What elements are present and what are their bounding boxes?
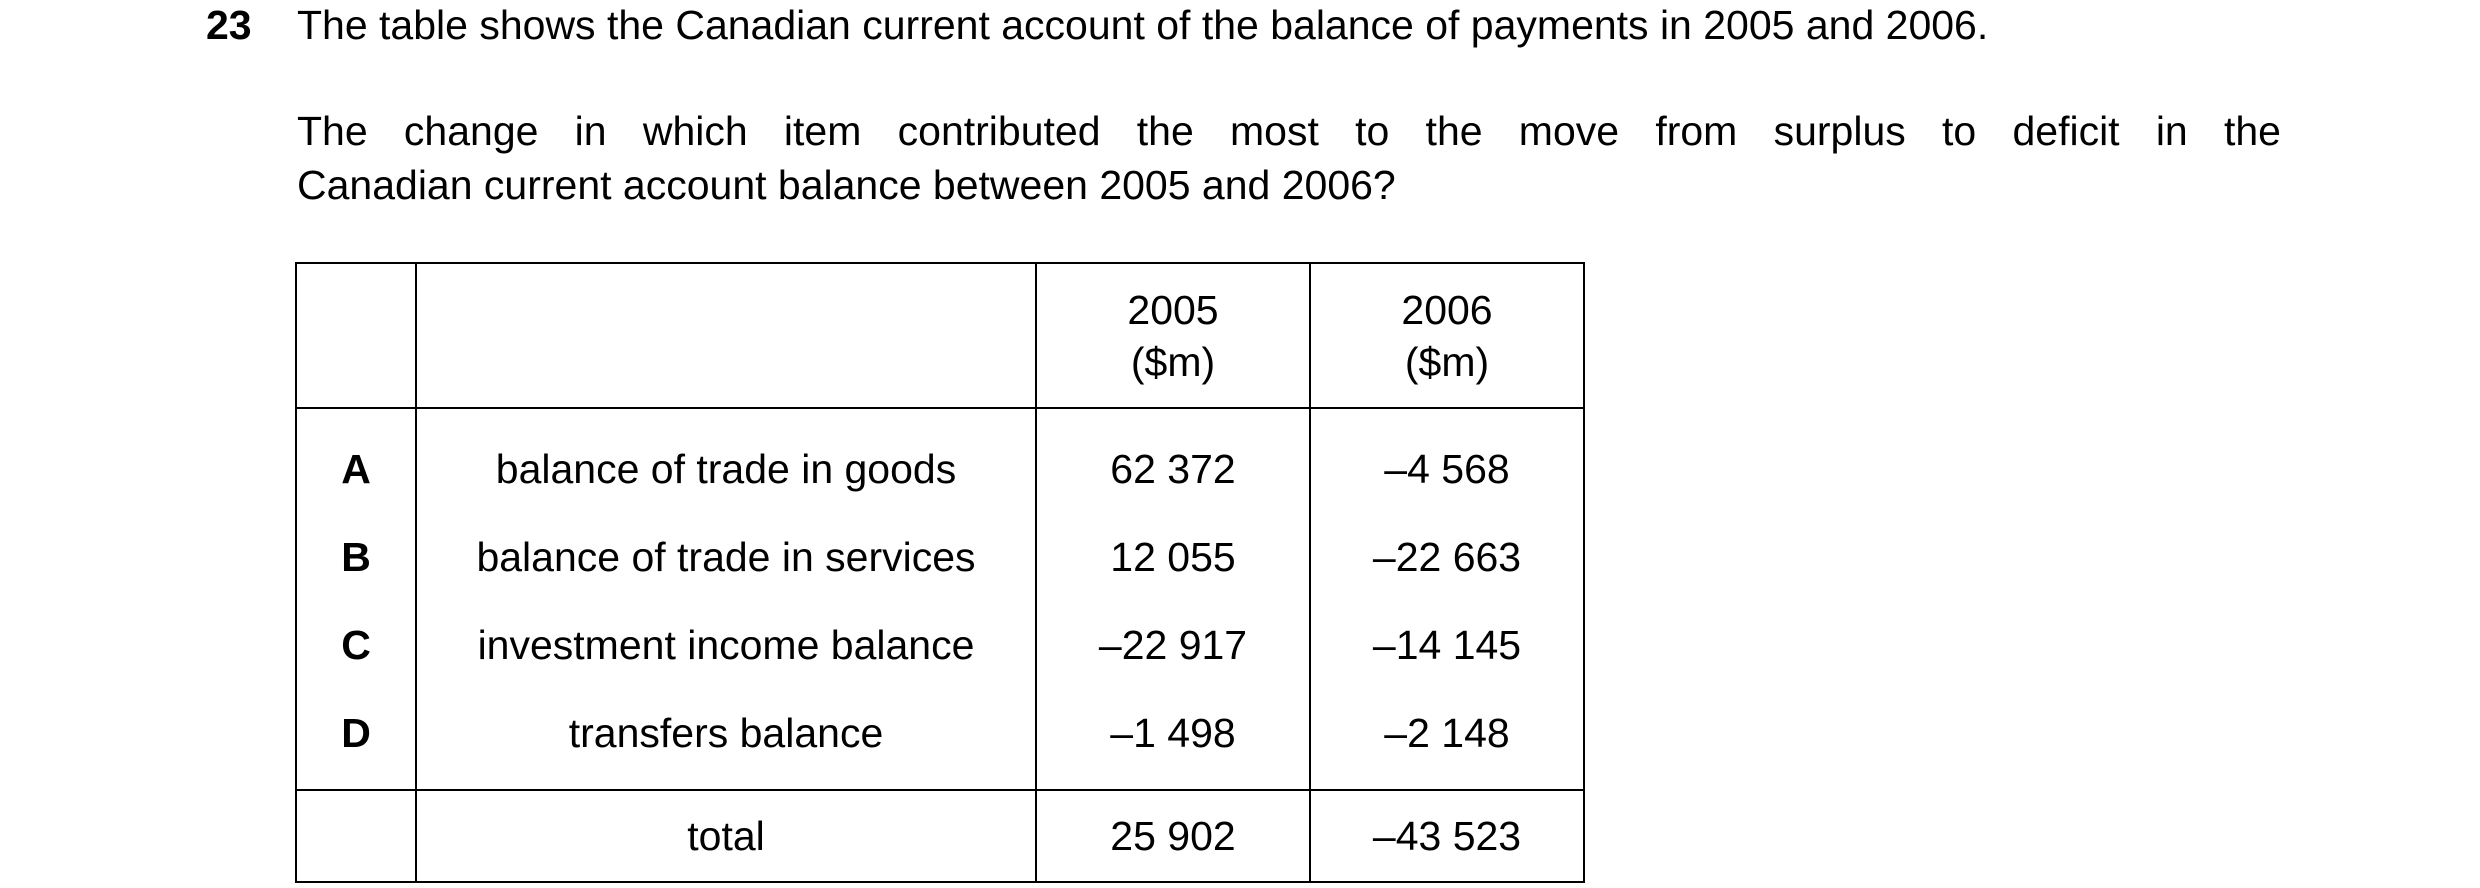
total-value-2005: 25 902 — [1036, 790, 1310, 882]
row-value-2005: 12 055 — [1036, 513, 1310, 601]
row-value-2006: –22 663 — [1310, 513, 1584, 601]
total-value-2006: –43 523 — [1310, 790, 1584, 882]
row-item: investment income balance — [416, 601, 1036, 689]
table-total-row — [296, 790, 1584, 882]
balance-of-payments-table — [295, 262, 1585, 883]
question-text-line-2: Canadian current account balance between 2005 and 2006? — [297, 162, 1396, 208]
question-number: 23 — [206, 2, 252, 48]
header-2005-cell — [1036, 263, 1310, 408]
row-value-2005: –1 498 — [1036, 689, 1310, 790]
table-row — [296, 408, 1584, 513]
row-item: balance of trade in services — [416, 513, 1036, 601]
row-value-2006: –14 145 — [1310, 601, 1584, 689]
header-2005-unit: ($m) — [1130, 338, 1216, 385]
header-2005-year: 2005 — [1127, 286, 1219, 333]
row-value-2005: –22 917 — [1036, 601, 1310, 689]
table-row — [296, 689, 1584, 790]
row-letter: C — [296, 601, 416, 689]
header-letter-cell — [296, 263, 416, 408]
header-item-cell — [416, 263, 1036, 408]
total-letter-cell — [296, 790, 416, 882]
question-text — [297, 104, 2281, 212]
row-item: balance of trade in goods — [416, 408, 1036, 513]
question-text-line-1: The change in which item contributed the most to the move from surplus to deficit in the — [297, 108, 2281, 154]
row-item: transfers balance — [416, 689, 1036, 790]
question-intro: The table shows the Canadian current account of the balance of payments in 2005 and 2006. — [297, 2, 1989, 48]
row-letter: B — [296, 513, 416, 601]
total-label: total — [416, 790, 1036, 882]
table-header-row — [296, 263, 1584, 408]
table-row — [296, 513, 1584, 601]
header-2006-year: 2006 — [1401, 286, 1493, 333]
table-row — [296, 601, 1584, 689]
row-letter: A — [296, 408, 416, 513]
row-value-2005: 62 372 — [1036, 408, 1310, 513]
row-value-2006: –2 148 — [1310, 689, 1584, 790]
header-2006-cell — [1310, 263, 1584, 408]
row-letter: D — [296, 689, 416, 790]
header-2006-unit: ($m) — [1404, 338, 1490, 385]
row-value-2006: –4 568 — [1310, 408, 1584, 513]
